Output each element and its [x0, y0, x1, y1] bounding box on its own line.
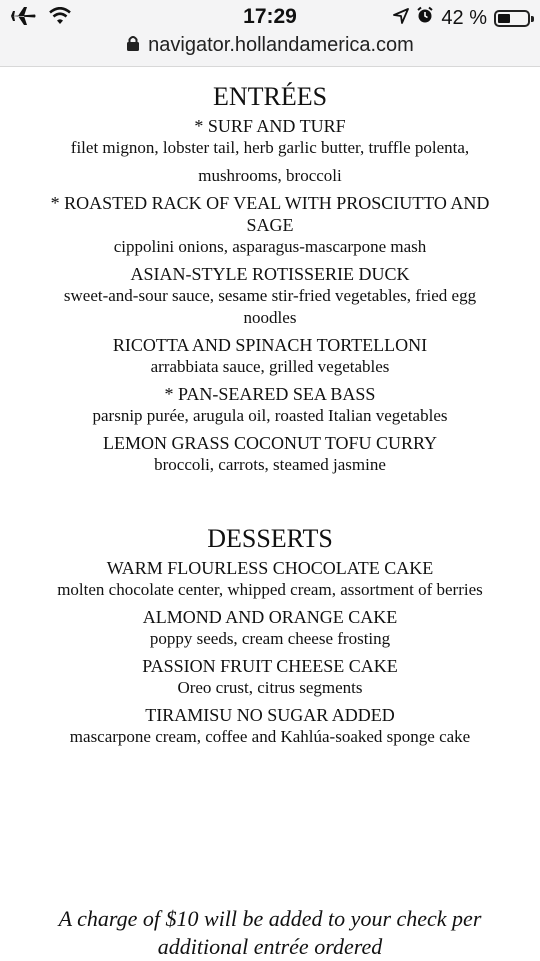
lock-icon [126, 34, 140, 57]
entrees-item [0, 383, 540, 427]
menu-content [0, 66, 540, 753]
charge-footnote: A charge of $10 will be added to your check per additional entrée ordered [58, 906, 482, 959]
address-bar[interactable] [0, 34, 540, 57]
entrees-item [0, 115, 540, 187]
entrees-item-description [0, 236, 540, 258]
entrees-item-name: * SURF AND TURF [194, 116, 346, 136]
entrees-item-description-line: filet mignon, lobster tail, herb garlic butter, truffle polenta, [70, 138, 470, 157]
battery-icon [494, 10, 530, 27]
entrees-item-name: ASIAN-STYLE ROTISSERIE DUCK [130, 264, 410, 284]
entrees-item-description [0, 137, 540, 187]
entrees-item-description-line: mushrooms, broccoli [198, 166, 342, 185]
entrees-item-description [0, 405, 540, 427]
desserts-item-description [0, 579, 540, 601]
desserts-item [0, 655, 540, 699]
desserts-item-name: WARM FLOURLESS CHOCOLATE CAKE [106, 558, 434, 578]
desserts-item [0, 606, 540, 650]
entrees-item-description-line: broccoli, carrots, steamed jasmine [154, 455, 386, 474]
clock-time: 17:29 [243, 5, 297, 28]
desserts-item-description-line: poppy seeds, cream cheese frosting [149, 629, 391, 648]
entrees-item [0, 334, 540, 378]
alarm-icon [416, 6, 434, 30]
url-text[interactable]: navigator.hollandamerica.com [148, 34, 414, 56]
desserts-item-description-line: Oreo crust, citrus segments [177, 678, 363, 697]
desserts-item-name: PASSION FRUIT CHEESE CAKE [142, 656, 398, 676]
desserts-item-description-line: mascarpone cream, coffee and Kahlúa-soaked sponge cake [69, 727, 471, 746]
entrees-list [0, 115, 540, 476]
desserts-item-name: ALMOND AND ORANGE CAKE [142, 607, 398, 627]
entrees-item [0, 432, 540, 476]
entrees-item-description-line: sweet-and-sour sauce, sesame stir-fried vegetables, fried egg noodles [63, 286, 477, 327]
desserts-item [0, 704, 540, 748]
entrees-item-name: RICOTTA AND SPINACH TORTELLONI [112, 335, 428, 355]
entrees-item-name: * PAN-SEARED SEA BASS [164, 384, 376, 404]
entrees-item-description [0, 285, 540, 329]
desserts-item [0, 557, 540, 601]
battery-percent: 42 % [441, 6, 487, 29]
entrees-item-description-line: parsnip purée, arugula oil, roasted Italian vegetables [92, 406, 448, 425]
location-arrow-icon [393, 7, 409, 30]
desserts-item-name: TIRAMISU NO SUGAR ADDED [145, 705, 395, 725]
desserts-item-description [0, 726, 540, 748]
entrees-item [0, 192, 540, 258]
entrees-item [0, 263, 540, 329]
desserts-item-description-line: molten chocolate center, whipped cream, assortment of berries [57, 580, 483, 599]
entrees-item-name: * ROASTED RACK OF VEAL WITH PROSCIUTTO AND SAGE [50, 193, 490, 235]
entrees-item-description [0, 454, 540, 476]
entrees-item-description-line: arrabbiata sauce, grilled vegetables [150, 357, 390, 376]
entrees-item-name: LEMON GRASS COCONUT TOFU CURRY [102, 433, 438, 453]
desserts-list [0, 557, 540, 748]
status-bar [0, 0, 540, 67]
entrees-item-description [0, 356, 540, 378]
entrees-item-description-line: cippolini onions, asparagus-mascarpone mash [113, 237, 427, 256]
desserts-title: DESSERTS [207, 524, 333, 553]
desserts-item-description [0, 677, 540, 699]
entrees-title: ENTRÉES [212, 82, 328, 111]
desserts-item-description [0, 628, 540, 650]
